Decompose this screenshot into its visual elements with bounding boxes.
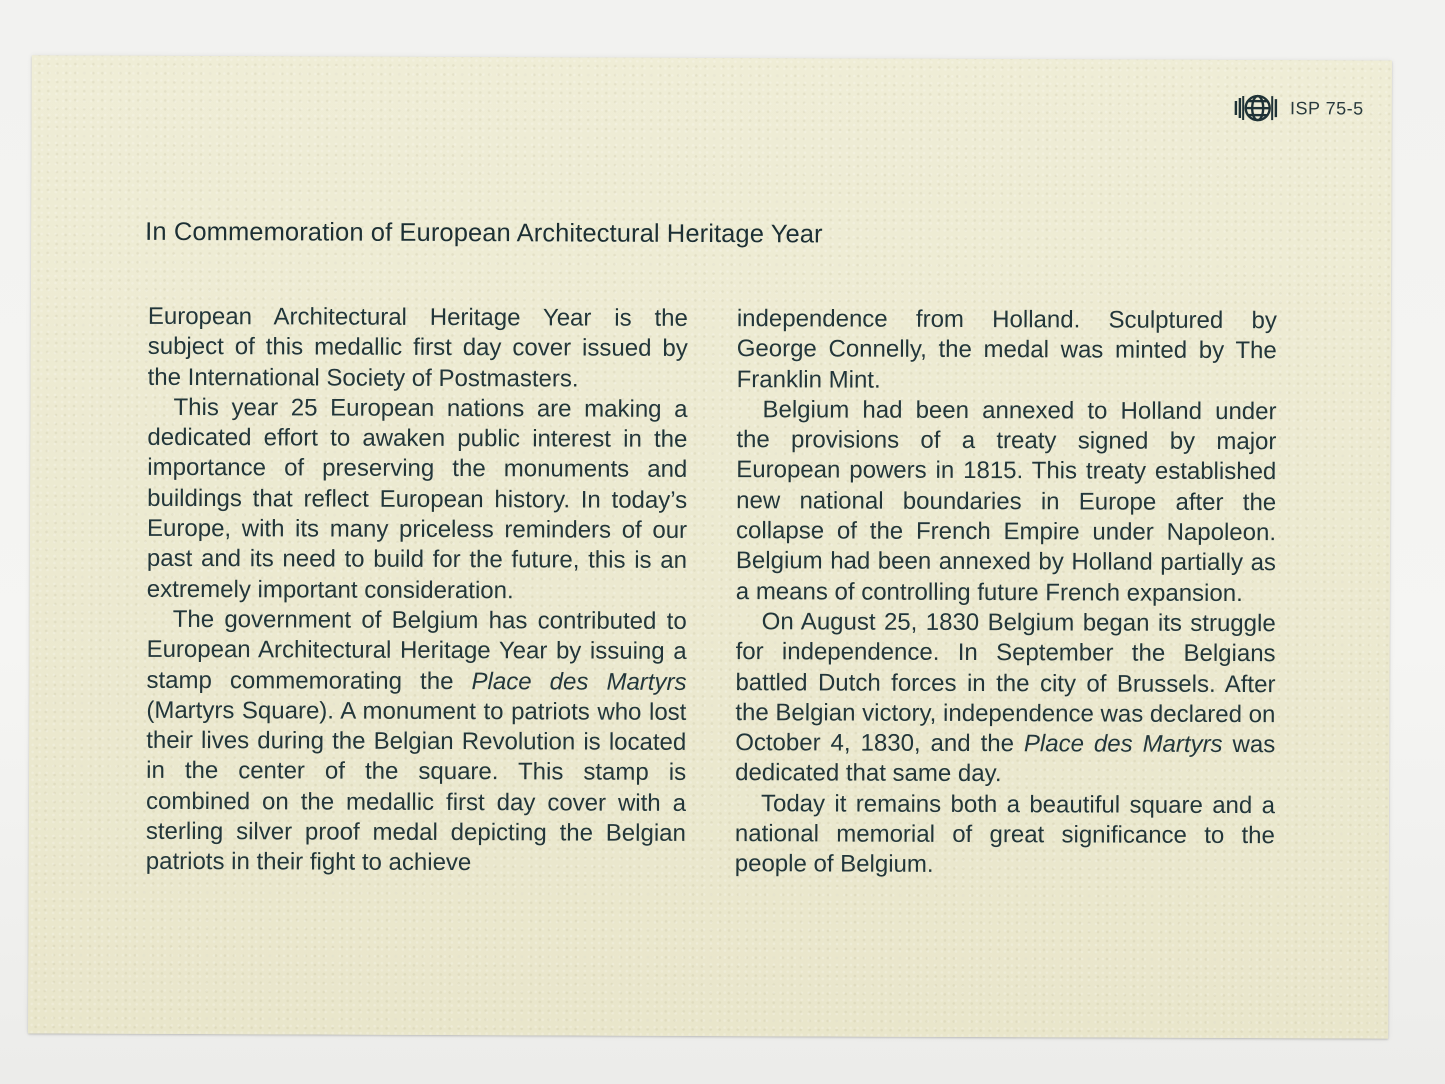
right-paragraph-1: independence from Holland. Sculptured by George Connelly, the medal was minted by The Franklin Mint.: [736, 305, 1277, 394]
left-paragraph-3-italic: Place des Martyrs: [471, 667, 687, 696]
right-paragraph-3: [735, 607, 1276, 791]
globe-emblem-icon: [1232, 90, 1280, 126]
left-paragraph-1: European Architectural Heritage Year is the subject of this medallic first day cover issued by the International Society of Postmasters.: [147, 302, 688, 393]
right-paragraph-3-text-a: On August 25, 1830 Belgium began its struggle for independence. In September the Belgians battled Dutch forces in the city of Brussels. After the Belgian victory, independence was declared on October 4, 1830, and the: [735, 608, 1276, 758]
right-paragraph-3-text-b: was dedicated that same day.: [735, 731, 1276, 788]
left-paragraph-3: [146, 605, 687, 880]
right-text-column: [735, 304, 1277, 882]
right-paragraph-4: Today it remains both a beautiful square and a national memorial of great significance to the people of Belgium.: [734, 789, 1276, 879]
left-paragraph-2: This year 25 European nations are making a dedicated effort to awaken public interest in the importance of preserving the monuments and buildings that reflect European history. In today’s Europe, with its many priceless reminders of our past and its need to build for the future, this is an extremely important consideration.: [146, 393, 688, 604]
page-title: In Commemoration of European Architectural Heritage Year: [145, 217, 823, 249]
right-paragraph-3-italic: Place des Martyrs: [1023, 730, 1223, 759]
left-paragraph-3-text-b: (Martyrs Square). A monument to patriots who lost their lives during the Belgian Revolution is located in the center of the square. This stamp is combined on the medallic first day cover with a sterling silver proof medal depicting the Belgian patriots in their fight to achieve: [145, 696, 687, 877]
right-paragraph-2: Belgium had been annexed to Holland under the provisions of a treaty signed by major European powers in 1815. This treaty established new national boundaries in Europe after the collapse of the French Empire under Napoleon. Belgium had been annexed by Holland partially as a means of controlling future French expansion.: [735, 396, 1277, 607]
insert-card: [28, 55, 1392, 1038]
card-code: ISP 75-5: [1289, 97, 1364, 119]
left-text-column: [146, 302, 688, 880]
left-paragraph-3-text-a: The government of Belgium has contributed to European Architectural Heritage Year by issuing a stamp commemorating the: [146, 605, 687, 695]
card-code-header: [1232, 90, 1364, 127]
